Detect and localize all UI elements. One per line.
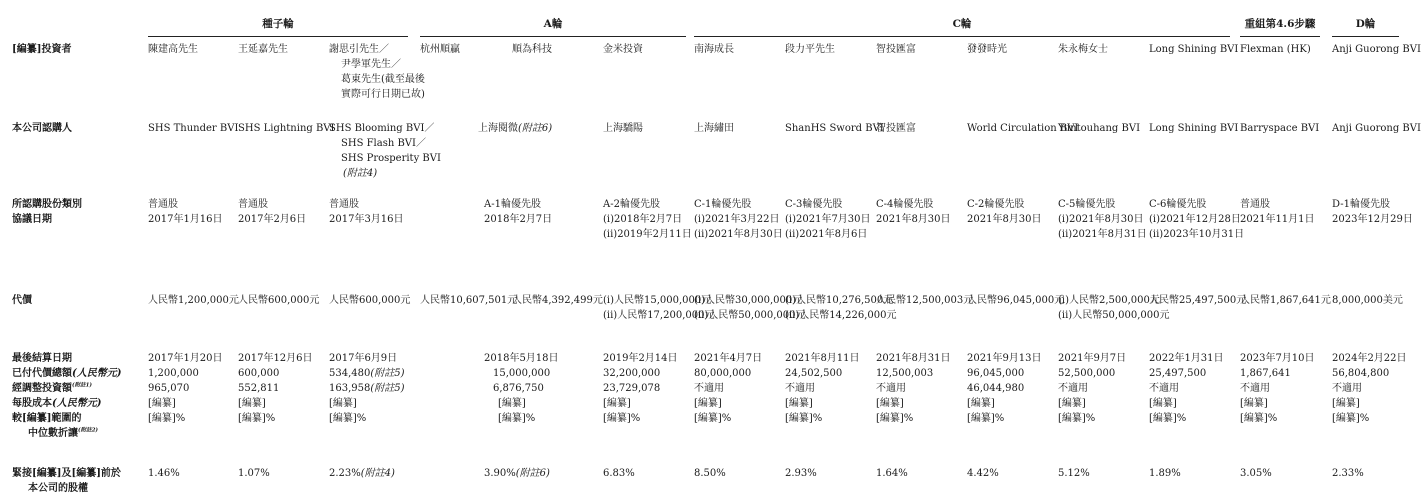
investor-c6: 金米投資: [603, 44, 643, 55]
shareholding-c3-value: 2.23%: [329, 468, 361, 479]
group-header-a: A輪: [543, 18, 563, 30]
paid-amount-c2: 600,000: [238, 368, 280, 379]
investor-c3-line: 實際可行日期已故): [341, 89, 425, 100]
agreement-date-line: (ii)2021年8月31日: [1058, 229, 1147, 240]
agreement-date-line: (i)2021年12月28日: [1149, 214, 1241, 225]
cost-per-share-c9: [編纂]: [876, 398, 904, 409]
shareholding-c8: 2.93%: [785, 468, 817, 479]
consideration-c1: 人民幣1,200,000元: [148, 295, 239, 306]
row-label-subscriber: 本公司認購人: [12, 123, 72, 134]
subscriber-c3-line: SHS Prosperity BVI: [341, 153, 441, 164]
shareholding-c9: 1.64%: [876, 468, 908, 479]
group-rule-seed: [148, 36, 408, 37]
discount-c12: [編纂]%: [1149, 413, 1187, 424]
investor-c10: 發發時光: [967, 44, 1007, 55]
row-label-discount: 較[編纂]範圍的: [12, 413, 82, 424]
row-label-adjusted-amount: [12, 381, 92, 396]
paid-amount-c9: 12,500,003: [876, 368, 934, 379]
subscriber-c14: Anji Guorong BVI: [1332, 123, 1421, 134]
shareholding-c1: 1.46%: [148, 468, 180, 479]
row-label-investor: [編纂]投資者: [12, 44, 72, 55]
shareholding-c7: 8.50%: [694, 468, 726, 479]
discount-label-2: 中位數折讓: [28, 428, 78, 439]
agreement-date-line: (ii)2021年8月30日: [694, 229, 783, 240]
adjusted-amount-c8: 不適用: [785, 383, 815, 394]
agreement-date-c8: [785, 212, 871, 242]
agreement-date-c14: 2023年12月29日: [1332, 214, 1413, 225]
subscriber-c45-text: 上海閱微: [478, 123, 518, 134]
paid-amount-c8: 24,502,500: [785, 368, 843, 379]
consideration-line: (i)人民幣15,000,000元: [603, 295, 712, 306]
shareholding-c13: 3.05%: [1240, 468, 1272, 479]
agreement-date-c9: 2021年8月30日: [876, 214, 951, 225]
investor-c3: [329, 42, 425, 102]
row-label-consideration: 代價: [12, 295, 32, 306]
paid-amount-c3-value: 534,480: [329, 368, 371, 379]
group-rule-restructure: [1240, 36, 1320, 37]
investor-c1: 陳建高先生: [148, 44, 198, 55]
adjusted-amount-c14: 不適用: [1332, 383, 1362, 394]
row-label-final-settlement: 最後結算日期: [12, 353, 72, 364]
row-label-cost-per-share: [12, 396, 101, 411]
paid-amount-unit: (人民幣元): [72, 368, 122, 379]
investor-c8: 段力平先生: [785, 44, 835, 55]
discount-c9: [編纂]%: [876, 413, 914, 424]
agreement-date-c7: [694, 212, 783, 242]
consideration-line: (ii)人民幣17,200,000元: [603, 310, 715, 321]
group-rule-d: [1332, 36, 1399, 37]
consideration-line: (ii)人民幣50,000,000元: [694, 310, 806, 321]
cost-per-share-c7: [編纂]: [694, 398, 722, 409]
share-class-c7: C-1輪優先股: [694, 199, 752, 210]
agreement-date-line: (i)2021年7月30日: [785, 214, 871, 225]
shareholding-c14: 2.33%: [1332, 468, 1364, 479]
consideration-c3: 人民幣600,000元: [329, 295, 411, 306]
discount-c6: [編纂]%: [603, 413, 641, 424]
subscriber-c10: World Circulation BVI: [967, 123, 1079, 134]
discount-c3: [編纂]%: [329, 413, 367, 424]
discount-c7: [編纂]%: [694, 413, 732, 424]
cost-per-share-c8: [編纂]: [785, 398, 813, 409]
agreement-date-c13: 2021年11月1日: [1240, 214, 1315, 225]
adjusted-amount-c3: [329, 381, 405, 396]
paid-amount-c12: 25,497,500: [1149, 368, 1207, 379]
investor-c14: Anji Guorong BVI: [1332, 44, 1421, 55]
cost-per-share-c11: [編纂]: [1058, 398, 1086, 409]
shareholding-c3: [329, 466, 395, 481]
final-settlement-c8: 2021年8月11日: [785, 353, 860, 364]
cost-per-share-label: 每股成本: [12, 398, 52, 409]
investor-c9: 智投匯富: [876, 44, 916, 55]
consideration-c2: 人民幣600,000元: [238, 295, 320, 306]
consideration-c5: 人民幣4,392,499元: [512, 295, 603, 306]
subscriber-c3: [329, 121, 441, 181]
paid-amount-c6: 32,200,000: [603, 368, 661, 379]
share-class-c45: A-1輪優先股: [484, 199, 541, 210]
row-label-paid-amount: [12, 366, 121, 381]
row-label-shareholding-2: 本公司的股權: [28, 483, 88, 494]
adjusted-amount-c6: 23,729,078: [603, 383, 661, 394]
agreement-date-c2: 2017年2月6日: [238, 214, 307, 225]
final-settlement-c10: 2021年9月13日: [967, 353, 1042, 364]
discount-c8: [編纂]%: [785, 413, 823, 424]
paid-amount-c45: 15,000,000: [493, 368, 551, 379]
shareholding-c3-note: (附註4): [360, 468, 395, 479]
adjusted-amount-c11: 不適用: [1058, 383, 1088, 394]
investor-c3-line: 葛東先生(截至最後: [341, 74, 425, 85]
shareholding-c45-value: 3.90%: [484, 468, 516, 479]
consideration-line: (i)人民幣10,276,500元: [785, 295, 894, 306]
row-label-discount-2: [28, 426, 98, 441]
cost-per-share-c6: [編纂]: [603, 398, 631, 409]
paid-amount-c13: 1,867,641: [1240, 368, 1291, 379]
subscriber-c7: 上海繡田: [694, 123, 734, 134]
agreement-date-c1: 2017年1月16日: [148, 214, 223, 225]
share-class-c14: D-1輪優先股: [1332, 199, 1390, 210]
shareholding-c45-note: (附註6): [515, 468, 550, 479]
adjusted-amount-c9: 不適用: [876, 383, 906, 394]
row-label-share-class: 所認購股份類別: [12, 199, 82, 210]
final-settlement-c12: 2022年1月31日: [1149, 353, 1224, 364]
consideration-c13: 人民幣1,867,641元: [1240, 295, 1331, 306]
final-settlement-c45: 2018年5月18日: [484, 353, 559, 364]
subscriber-c3-note: (附註4): [343, 168, 378, 179]
note-2-ref: (附註2): [78, 427, 99, 434]
agreement-date-line: (ii)2021年8月6日: [785, 229, 868, 240]
group-header-d: D輪: [1355, 18, 1376, 30]
adjusted-amount-c3-value: 163,958: [329, 383, 371, 394]
consideration-line: (i)人民幣2,500,000元: [1058, 295, 1160, 306]
consideration-c12: 人民幣25,497,500元: [1149, 295, 1247, 306]
investor-c13: Flexman (HK): [1240, 44, 1311, 55]
final-settlement-c7: 2021年4月7日: [694, 353, 763, 364]
cost-per-share-c13: [編纂]: [1240, 398, 1268, 409]
final-settlement-c1: 2017年1月20日: [148, 353, 223, 364]
paid-amount-c3: [329, 366, 405, 381]
investor-c11: 朱永梅女士: [1058, 44, 1108, 55]
final-settlement-c2: 2017年12月6日: [238, 353, 313, 364]
discount-c11: [編纂]%: [1058, 413, 1096, 424]
share-class-c6: A-2輪優先股: [603, 199, 660, 210]
subscriber-c1: SHS Thunder BVI: [148, 123, 239, 134]
final-settlement-c3: 2017年6月9日: [329, 353, 398, 364]
agreement-date-line: (i)2021年3月22日: [694, 214, 780, 225]
agreement-date-c3: 2017年3月16日: [329, 214, 404, 225]
adjusted-amount-label: 經調整投資額: [12, 383, 72, 394]
share-class-c8: C-3輪優先股: [785, 199, 843, 210]
agreement-date-c6: [603, 212, 692, 242]
paid-amount-c14: 56,804,800: [1332, 368, 1390, 379]
subscriber-c45: [478, 121, 552, 136]
discount-c45: [編纂]%: [498, 413, 536, 424]
discount-c2: [編纂]%: [238, 413, 276, 424]
shareholding-c11: 5.12%: [1058, 468, 1090, 479]
final-settlement-c14: 2024年2月22日: [1332, 353, 1407, 364]
paid-amount-c7: 80,000,000: [694, 368, 752, 379]
consideration-line: (i)人民幣30,000,000元: [694, 295, 803, 306]
adjusted-amount-c12: 不適用: [1149, 383, 1179, 394]
paid-amount-c10: 96,045,000: [967, 368, 1025, 379]
agreement-date-c10: 2021年8月30日: [967, 214, 1042, 225]
agreement-date-line: (ii)2023年10月31日: [1149, 229, 1245, 240]
consideration-c4: 人民幣10,607,501元: [420, 295, 518, 306]
adjusted-amount-c1: 965,070: [148, 383, 190, 394]
subscriber-c6: 上海驕陽: [603, 123, 643, 134]
investor-c5: 順為科技: [512, 44, 552, 55]
consideration-c10: 人民幣96,045,000元: [967, 295, 1065, 306]
shareholding-c6: 6.83%: [603, 468, 635, 479]
subscriber-c45-note: (附註6): [518, 123, 553, 134]
agreement-date-c45: 2018年2月7日: [484, 214, 553, 225]
final-settlement-c6: 2019年2月14日: [603, 353, 678, 364]
subscriber-c12: Long Shining BVI: [1149, 123, 1239, 134]
group-rule-c: [694, 36, 1230, 37]
final-settlement-c11: 2021年9月7日: [1058, 353, 1127, 364]
subscriber-c11: Yuntouhang BVI: [1058, 123, 1141, 134]
shareholding-c45: [484, 466, 550, 481]
shareholding-c10: 4.42%: [967, 468, 999, 479]
subscriber-c9: 智投匯富: [876, 123, 916, 134]
adjusted-amount-c2: 552,811: [238, 383, 280, 394]
share-class-c9: C-4輪優先股: [876, 199, 934, 210]
agreement-date-c12: [1149, 212, 1244, 242]
share-class-c3: 普通股: [329, 199, 359, 210]
consideration-c14: 8,000,000美元: [1332, 295, 1403, 306]
share-class-c12: C-6輪優先股: [1149, 199, 1207, 210]
investor-c3-line: 謝思引先生／: [329, 44, 389, 55]
cost-per-share-c1: [編纂]: [148, 398, 176, 409]
investor-c4: 杭州順贏: [420, 44, 460, 55]
note-1-ref: (附註1): [72, 382, 93, 389]
group-header-seed: 種子輪: [262, 18, 294, 30]
agreement-date-line: (ii)2019年2月11日: [603, 229, 692, 240]
adjusted-amount-c3-note: (附註5): [370, 383, 405, 394]
row-label-shareholding: 緊接[編纂]及[編纂]前於: [12, 468, 121, 479]
adjusted-amount-c13: 不適用: [1240, 383, 1270, 394]
share-class-c11: C-5輪優先股: [1058, 199, 1116, 210]
agreement-date-line: (i)2018年2月7日: [603, 214, 683, 225]
investor-c7: 南海成長: [694, 44, 734, 55]
final-settlement-c9: 2021年8月31日: [876, 353, 951, 364]
shareholding-c2: 1.07%: [238, 468, 270, 479]
share-class-c13: 普通股: [1240, 199, 1270, 210]
agreement-date-c11: [1058, 212, 1147, 242]
discount-c1: [編纂]%: [148, 413, 186, 424]
subscriber-c13: Barryspace BVI: [1240, 123, 1320, 134]
cost-per-share-c10: [編纂]: [967, 398, 995, 409]
group-rule-a: [420, 36, 686, 37]
cost-unit: (人民幣元): [52, 398, 102, 409]
adjusted-amount-c7: 不適用: [694, 383, 724, 394]
investor-c2: 王延嘉先生: [238, 44, 288, 55]
agreement-date-line: (i)2021年8月30日: [1058, 214, 1144, 225]
consideration-line: (ii)人民幣14,226,000元: [785, 310, 897, 321]
cost-per-share-c2: [編纂]: [238, 398, 266, 409]
share-class-c2: 普通股: [238, 199, 268, 210]
discount-c10: [編纂]%: [967, 413, 1005, 424]
row-label-agreement-date: 協議日期: [12, 214, 52, 225]
subscriber-c3-line: SHS Blooming BVI／: [329, 123, 435, 134]
paid-amount-label: 已付代價總額: [12, 368, 72, 379]
investor-c12: Long Shining BVI: [1149, 44, 1239, 55]
cost-per-share-c12: [編纂]: [1149, 398, 1177, 409]
consideration-c9: 人民幣12,500,003元: [876, 295, 974, 306]
share-class-c10: C-2輪優先股: [967, 199, 1025, 210]
shareholding-c12: 1.89%: [1149, 468, 1181, 479]
adjusted-amount-c45: 6,876,750: [493, 383, 544, 394]
share-class-c1: 普通股: [148, 199, 178, 210]
consideration-line: (ii)人民幣50,000,000元: [1058, 310, 1170, 321]
cost-per-share-c14: [編纂]: [1332, 398, 1360, 409]
paid-amount-c1: 1,200,000: [148, 368, 199, 379]
adjusted-amount-c10: 46,044,980: [967, 383, 1025, 394]
subscriber-c2: SHS Lightning BVI: [238, 123, 335, 134]
group-header-c: C輪: [952, 18, 972, 30]
discount-c14: [編纂]%: [1332, 413, 1370, 424]
cost-per-share-c45: [編纂]: [498, 398, 526, 409]
subscriber-c3-line: SHS Flash BVI／: [341, 138, 426, 149]
final-settlement-c13: 2023年7月10日: [1240, 353, 1315, 364]
paid-amount-c11: 52,500,000: [1058, 368, 1116, 379]
cost-per-share-c3: [編纂]: [329, 398, 357, 409]
subscriber-c8: ShanHS Sword BVI: [785, 123, 884, 134]
group-header-restructure: 重組第4.6步驟: [1244, 18, 1316, 30]
investor-c3-line: 尹學軍先生／: [341, 59, 401, 70]
discount-c13: [編纂]%: [1240, 413, 1278, 424]
paid-amount-c3-note: (附註5): [370, 368, 405, 379]
